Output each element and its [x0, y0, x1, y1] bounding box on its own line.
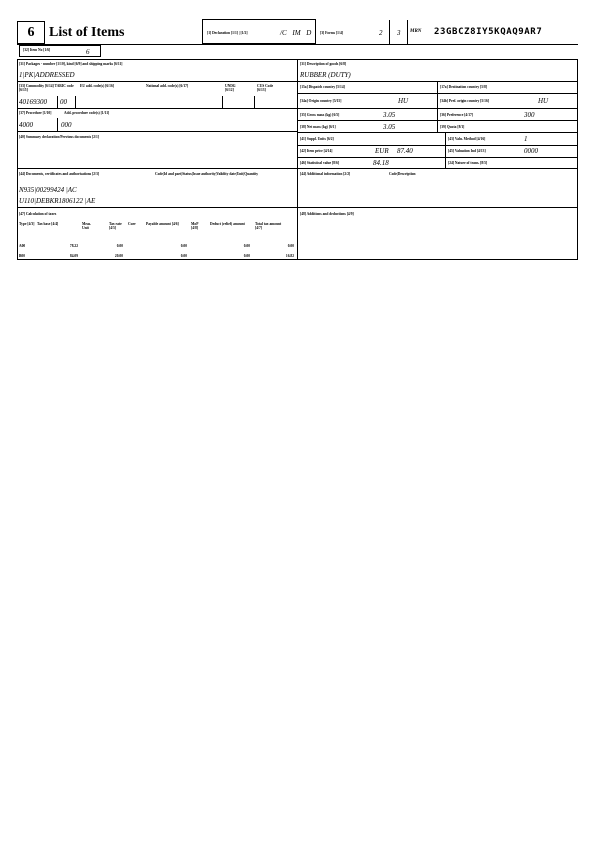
calc-cell: 0.00 — [243, 254, 250, 258]
preference-value: 300 — [524, 111, 535, 119]
item-no-label: [32] Item No [1/6] — [23, 48, 51, 52]
description-value: RUBBER (DUTY) — [300, 71, 351, 79]
calc-cell: 20.00 — [114, 254, 123, 258]
commodity-label: [33] Commodity [6/14] TARIC code [6/15] — [19, 84, 74, 92]
calc-header: MoP [4/8] — [191, 222, 199, 230]
statistical-value: 84.18 — [373, 159, 389, 167]
commodity-code: 40169300 — [19, 98, 47, 106]
calc-cell: 0.00 — [180, 244, 187, 248]
calc-header: Tax base [4/4] — [37, 222, 59, 226]
destination-country-label: [17a] Destination country [5/8] — [440, 85, 488, 89]
declaration-value: /C IM D — [280, 29, 312, 37]
eu-add-code-label: EU add. code(s) [6/16] — [80, 84, 114, 88]
description-label: [31] Description of goods [6/8] — [300, 62, 347, 66]
gross-mass-label: [35] Gross mass (kg) [6/5] — [300, 113, 340, 117]
calc-cell: 0.00 — [180, 254, 187, 258]
forms-current: 2 — [379, 29, 383, 37]
valuation-ind-value: 0000 — [524, 147, 538, 155]
item-price-value: 87.40 — [397, 147, 413, 155]
calc-cell: 0.00 — [287, 244, 294, 248]
commodity-suffix: 00 — [60, 98, 67, 106]
sheet-number: 6 — [27, 25, 35, 40]
add-procedure-code: 000 — [61, 121, 72, 129]
packages-value: 1|PK|ADDRESSED — [19, 71, 75, 79]
valu-method-value: 1 — [524, 135, 528, 143]
item-no-value: 6 — [86, 48, 90, 56]
cus-code-label: CUS Code [6/13] — [257, 84, 274, 92]
calc-header: Meas. Unit — [82, 222, 92, 230]
valu-method-label: [43] Valu. Method [4/16] — [448, 137, 486, 141]
calc-cell: 16.82 — [285, 254, 294, 258]
document-line: N935|00299424 |AC — [19, 186, 77, 194]
mrn-label: MRN — [410, 29, 422, 34]
document-line: U110|DEBKR1806122 |AE — [19, 197, 96, 205]
calc-cell: 84.09 — [69, 254, 78, 258]
nature-of-trans-label: [24] Nature of trans. [8/5] — [448, 161, 488, 165]
national-add-code-label: National add. code(s) [6/17] — [146, 84, 189, 88]
calc-cell: 0.00 — [243, 244, 250, 248]
summary-declaration-label: [40] Summary declaration/Previous documents [2/1] — [19, 135, 99, 139]
additions-deductions-label: [48] Additions and deductions [4/9] — [300, 212, 354, 216]
calculation-label: [47] Calculation of taxes — [19, 212, 57, 216]
calc-header: Deduct (relief) amount — [210, 222, 245, 226]
statistical-value-label: [46] Statistical value [8/6] — [300, 161, 340, 165]
documents-sublabel: Code|Id and part|Status|Issue authority|Validity date|Unit|Quantity — [155, 172, 259, 176]
quota-label: [39] Quota [8/1] — [440, 125, 465, 129]
calc-header: Type [4/3] — [19, 222, 35, 226]
pref-origin-country-value: HU — [538, 97, 549, 105]
additional-info-label: [44] Additional information [2/2] — [300, 172, 351, 176]
declaration-label: [1] Declaration [1/1] | [1/2] — [207, 31, 248, 35]
gross-mass-value: 3.05 — [383, 111, 396, 119]
net-mass-value: 3.05 — [383, 123, 396, 131]
calc-header: Curr — [128, 222, 136, 226]
add-procedure-label: Add. procedure code(s) [1/11] — [64, 111, 110, 115]
net-mass-label: [38] Net mass (kg) [6/1] — [300, 125, 336, 129]
valuation-ind-label: [45] Valuation Ind [4/13] — [448, 149, 486, 153]
origin-country-label: [34a] Origin country [5/15] — [300, 99, 342, 103]
calc-cell: B00 — [19, 254, 25, 258]
page-title: List of Items — [49, 25, 125, 40]
forms-total: 3 — [397, 29, 401, 37]
suppl-units-label: [41] Suppl. Units [6/2] — [300, 137, 334, 141]
item-price-currency: EUR — [375, 147, 389, 155]
calc-header: Payable amount [4/6] — [146, 222, 179, 226]
pref-origin-country-label: [34b] Pref. origin country [5/16] — [440, 99, 489, 103]
dispatch-country-label: [15a] Dispatch country [5/14] — [300, 85, 345, 89]
calc-cell: 78.22 — [69, 244, 78, 248]
undg-label: UNDG [6/12] — [225, 84, 236, 92]
forms-label: [3] Forms [1/4] — [320, 31, 343, 35]
calc-header: Total tax amount [4/7] — [255, 222, 282, 230]
calc-cell: A00 — [19, 244, 26, 248]
procedure-code: 4000 — [19, 121, 33, 129]
additional-info-sublabel: Code|Description — [389, 172, 416, 176]
calc-cell: 0.00 — [116, 244, 123, 248]
mrn-value: 23GBCZ8IY5KQAQ9AR7 — [434, 27, 543, 37]
calc-header: Tax rate [4/5] — [109, 222, 122, 230]
documents-label: [44] Documents, certificates and authorisations [2/3] — [19, 172, 100, 176]
preference-label: [36] Preference [4/17] — [440, 113, 473, 117]
procedure-label: [37] Procedure [1/10] — [19, 111, 52, 115]
packages-label: [31] Packages - number [1/10], kind [6/9] and shipping marks [6/11] — [19, 62, 123, 66]
item-price-label: [42] Item price [4/14] — [300, 149, 333, 153]
origin-country-value: HU — [398, 97, 409, 105]
